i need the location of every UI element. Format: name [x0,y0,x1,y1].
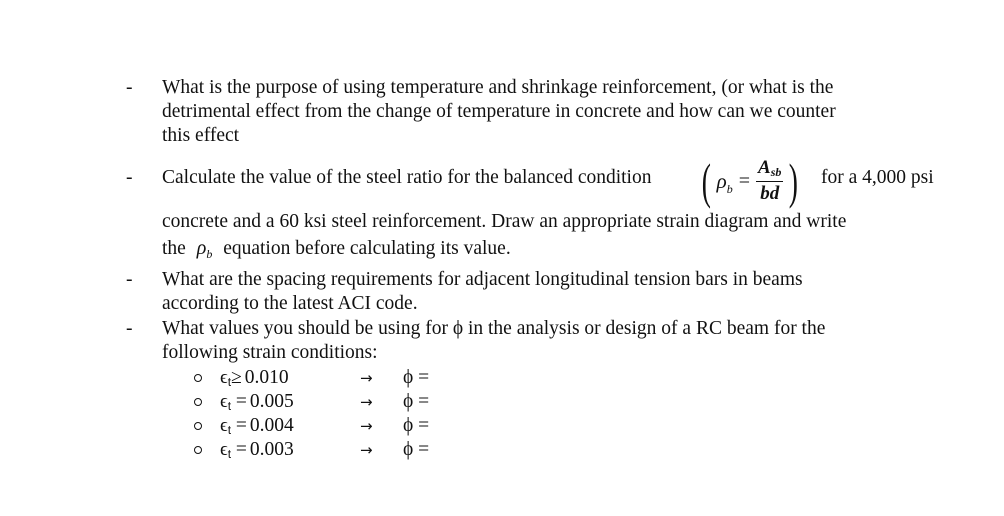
right-arrow-icon: → [360,369,373,387]
strain-value: 0.003 [249,439,294,460]
rho-b-symbol [197,237,213,259]
question-1-line-1: What is the purpose of using temperature and shrinkage reinforcement, (or what is the [162,77,834,98]
epsilon-subscript: t [227,423,232,437]
strain-value: 0.005 [249,391,294,412]
strain-condition-row [194,414,454,438]
question-1-line-2: detrimental effect from the change of temperature in concrete and how can we counter [162,101,836,122]
right-arrow-icon: → [360,417,373,435]
numerator-subscript: sb [770,164,782,179]
question-2-line-3 [162,236,511,262]
bullet-dash: - [126,77,133,98]
close-paren: ) [789,153,799,209]
circle-bullet-icon [194,398,202,406]
right-arrow-icon: → [360,441,373,459]
epsilon-symbol: ϵ [220,367,228,388]
phi-answer: ϕ = [403,415,430,436]
strain-value: 0.010 [244,367,289,388]
strain-condition [220,438,294,463]
balanced-ratio-equation [698,150,802,212]
epsilon-subscript: t [227,447,232,461]
question-4-line-2: following strain conditions: [162,342,378,363]
epsilon-subscript: t [227,375,232,389]
question-3-line-2: according to the latest ACI code. [162,293,418,314]
epsilon-symbol: ϵ [220,391,228,412]
right-arrow-icon: → [360,393,373,411]
numerator-symbol: A [758,156,771,178]
question-1-line-3: this effect [162,125,240,146]
rho-subscript: b [206,247,213,261]
phi-answer: ϕ = [403,367,430,388]
strain-condition [220,366,289,391]
question-2-line-1: Calculate the value of the steel ratio for the balanced condition [162,167,652,188]
fraction-numerator [756,157,783,182]
phi-answer: ϕ = [403,391,430,412]
strain-condition-row [194,366,454,390]
fraction-denominator: bd [760,182,780,204]
strain-condition [220,414,294,439]
fraction [756,157,783,206]
rho-subscript: b [726,181,733,196]
question-2-line-1-end: for a 4,000 psi [821,167,934,188]
bullet-dash: - [126,318,133,339]
strain-value: 0.004 [249,415,294,436]
circle-bullet-icon [194,422,202,430]
line-3-suffix: equation before calculating its value. [223,238,511,259]
operator: ≥ [231,367,242,388]
strain-condition [220,390,294,415]
circle-bullet-icon [194,446,202,454]
epsilon-subscript: t [227,399,232,413]
rho-glyph: ρ [196,237,207,259]
equation-body [717,157,784,206]
phi-answer: ϕ = [403,439,430,460]
operator: = [231,391,247,412]
operator: = [231,415,247,436]
epsilon-symbol: ϵ [220,415,228,436]
epsilon-symbol: ϵ [220,439,228,460]
bullet-dash: - [126,269,133,290]
rho-glyph: ρ [716,168,727,193]
question-2-line-2: concrete and a 60 ksi steel reinforcement. Draw an appropriate strain diagram and write [162,211,847,232]
equals-sign: = [738,169,751,192]
strain-condition-row [194,438,454,462]
bullet-dash: - [126,167,133,188]
operator: = [231,439,247,460]
line-3-prefix: the [162,238,186,259]
question-4-line-1: What values you should be using for ϕ in the analysis or design of a RC beam for the [162,318,826,339]
question-3-line-1: What are the spacing requirements for adjacent longitudinal tension bars in beams [162,269,803,290]
open-paren: ( [701,153,711,209]
rho-symbol [717,169,733,194]
strain-condition-row [194,390,454,414]
circle-bullet-icon [194,374,202,382]
